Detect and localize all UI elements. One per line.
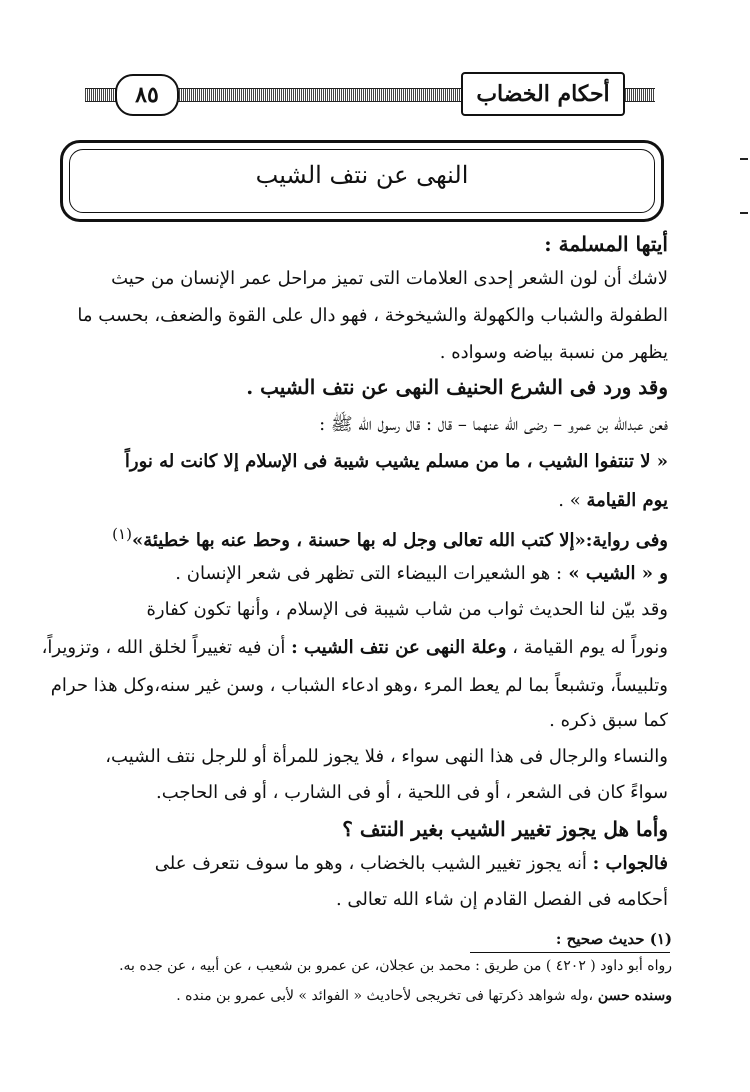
reason-heading: وعلة النهى عن نتف الشيب : <box>291 637 507 658</box>
text-line-14: كما سبق ذكره . <box>549 710 668 731</box>
text-line-1: أيتها المسلمة : <box>544 232 668 256</box>
text-line-10 <box>60 563 668 584</box>
text-line-8 <box>60 490 668 511</box>
text-line-17: وأما هل يجوز تغيير الشيب بغير النتف ؟ <box>342 817 668 841</box>
text-line-5: وقد ورد فى الشرع الحنيف النهى عن نتف الشيب . <box>246 375 668 399</box>
text-line-15: والنساء والرجال فى هذا النهى سواء ، فلا يجوز للمرأة أو للرجل نتف الشيب، <box>105 746 668 767</box>
footnote-heading: (١) حديث صحيح : <box>555 930 672 948</box>
footnote-line-2 <box>60 988 672 1004</box>
term-label: و « الشيب » <box>562 563 668 584</box>
footnote-separator <box>470 952 670 953</box>
narration-label: وفى رواية: <box>585 530 668 551</box>
chapter-title-frame <box>60 140 664 222</box>
text-line-12 <box>41 637 668 658</box>
scan-mark <box>740 158 748 160</box>
book-title: أحكام الخضاب <box>461 72 625 116</box>
text-line-9 <box>60 525 668 551</box>
text-line-13: وتلبيساً، وتشبعاً بما لم يعط المرء ،وهو ادعاء الشباب ، وسن غير سنه،وكل هذا حرام <box>50 675 668 696</box>
text-line-7: « لا تنتفوا الشيب ، ما من مسلم يشيب شيبة فى الإسلام إلا كانت له نوراً <box>124 451 668 472</box>
hadith-end: يوم القيامة <box>586 490 668 511</box>
footnote-line-2-text: ،وله شواهد ذكرتها فى تخريجى لأحاديث « الفوائد » لأبى عمرو بن منده . <box>176 988 594 1004</box>
text-line-4: يظهر من نسبة بياضه وسواده . <box>439 342 668 363</box>
line12-start: ونوراً له يوم القيامة ، <box>506 637 668 658</box>
footnote-grade: وسنده حسن <box>593 988 672 1004</box>
text-line-18 <box>60 853 668 874</box>
running-header <box>85 70 655 120</box>
narration-text: «إلا كتب الله تعالى وجل له بها حسنة ، وحط عنه بها خطيئة» <box>131 530 586 551</box>
footnote-ref: (١) <box>112 525 132 543</box>
hadith-close: » . <box>558 490 587 511</box>
text-line-19: أحكامه فى الفصل القادم إن شاء الله تعالى . <box>335 889 668 910</box>
text-line-11: وقد بيّن لنا الحديث ثواب من شاب شيبة فى الإسلام ، وأنها تكون كفارة <box>146 599 668 620</box>
text-line-6: فعن عبدالله بن عمرو – رضى الله عنهما – قال : قال رسول الله ﷺ : <box>319 414 668 435</box>
line12-end: أن فيه تغييراً لخلق الله ، وتزويراً، <box>41 637 292 658</box>
text-line-3: الطفولة والشباب والكهولة والشيخوخة ، فهو دال على القوة والضعف، بحسب ما <box>77 305 668 326</box>
page-number: ٨٥ <box>115 74 179 116</box>
answer-text: أنه يجوز تغيير الشيب بالخضاب ، وهو ما سوف نتعرف على <box>154 853 593 874</box>
scan-mark <box>740 212 748 214</box>
term-definition: : هو الشعيرات البيضاء التى تظهر فى شعر الإنسان . <box>175 563 563 584</box>
answer-label: فالجواب : <box>592 853 668 874</box>
chapter-title: النهى عن نتف الشيب <box>255 161 469 189</box>
text-line-2: لاشك أن لون الشعر إحدى العلامات التى تميز مراحل عمر الإنسان من حيث <box>111 268 668 289</box>
text-line-16: سواءً كان فى الشعر ، أو فى اللحية ، أو فى الشارب ، أو فى الحاجب. <box>156 782 668 803</box>
footnote-line-1: رواه أبو داود ( ٤٢٠٢ ) من طريق : محمد بن عجلان، عن عمرو بن شعيب ، عن أبيه ، عن جده به. <box>119 958 672 974</box>
